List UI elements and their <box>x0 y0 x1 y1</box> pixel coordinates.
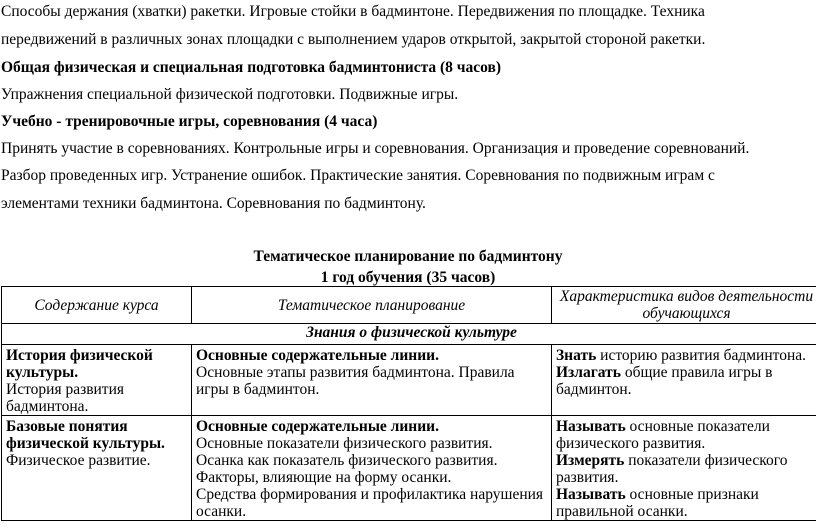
section-row-title: Знания о физической культуре <box>2 324 816 345</box>
row2-content-text: Физическое развитие. <box>6 452 151 469</box>
row2-planning-line: Основные показатели физического развития. <box>196 435 493 452</box>
section1-text: Упражнения специальной физической подготовки. Подвижные игры. <box>1 86 459 103</box>
activity-text: основные показатели физического развития. <box>556 418 770 452</box>
row1-planning <box>192 345 552 416</box>
row2-planning-line: Средства формирования и профилактика нарушения осанки. <box>196 486 544 520</box>
section2-heading: Учебно - тренировочные игры, соревнования (4 часа) <box>1 113 378 130</box>
row2-content <box>2 416 192 521</box>
planning-table <box>1 286 816 521</box>
section1-heading: Общая физическая и специальная подготовка бадминтониста (8 часов) <box>1 59 502 76</box>
section2-line-1: Принять участие в соревнованиях. Контрольные игры и соревнования. Организация и проведение соревнований. <box>1 140 750 157</box>
row1-activity <box>552 345 816 416</box>
plan-title: Тематическое планирование по бадминтону <box>253 248 563 265</box>
row2-activity <box>552 416 816 521</box>
row1-planning-head: Основные содержательные линии. <box>196 347 439 364</box>
activity-keyword: Называть <box>556 486 626 503</box>
row2-activity-item <box>556 452 816 486</box>
activity-text: основные признаки правильной осанки. <box>556 486 759 520</box>
table-section-row <box>2 324 816 345</box>
intro-line-1: Способы держания (хватки) ракетки. Игровые стойки в бадминтоне. Передвижения по площадке. Техника <box>1 3 705 20</box>
table-header-row <box>2 287 816 324</box>
row1-planning-text: Основные этапы развития бадминтона. Правила игры в бадминтон. <box>196 364 515 398</box>
row1-content-head: История физической культуры. <box>6 347 153 381</box>
col-header-activity: Характеристика видов деятельности обучающихся <box>552 287 816 324</box>
row1-activity-item <box>556 347 816 364</box>
col-header-content: Содержание курса <box>2 287 192 324</box>
activity-keyword: Называть <box>556 418 626 435</box>
section2-line-2: Разбор проведенных игр. Устранение ошибок. Практические занятия. Соревнования по подвижным играм с <box>1 167 715 184</box>
activity-keyword: Измерять <box>556 452 625 469</box>
activity-text: общие правила игры в бадминтон. <box>556 364 773 398</box>
activity-text: показатели физического развития. <box>556 452 788 486</box>
table-row <box>2 416 816 521</box>
activity-keyword: Излагать <box>556 364 621 381</box>
row2-planning-line: Осанка как показатель физического развития. <box>196 452 498 469</box>
col-header-planning: Тематическое планирование <box>192 287 552 324</box>
row2-planning <box>192 416 552 521</box>
activity-keyword: Знать <box>556 347 597 364</box>
row2-activity-item <box>556 418 816 452</box>
plan-subtitle: 1 год обучения (35 часов) <box>320 269 496 286</box>
intro-line-2: передвижений в различных зонах площадки с выполнением ударов открытой, закрытой стороной ракетки. <box>1 31 706 48</box>
activity-text: историю развития бадминтона. <box>596 347 807 364</box>
row1-content-text: История развития бадминтона. <box>6 381 125 415</box>
row1-activity-item <box>556 364 816 398</box>
row2-planning-head: Основные содержательные линии. <box>196 418 439 435</box>
section2-line-3: элементами техники бадминтона. Соревнования по бадминтону. <box>1 195 426 212</box>
row1-content <box>2 345 192 416</box>
row2-activity-item <box>556 486 816 520</box>
row2-content-head: Базовые понятия физической культуры. <box>6 418 165 452</box>
row2-planning-line: Факторы, влияющие на форму осанки. <box>196 469 452 486</box>
table-row <box>2 345 816 416</box>
